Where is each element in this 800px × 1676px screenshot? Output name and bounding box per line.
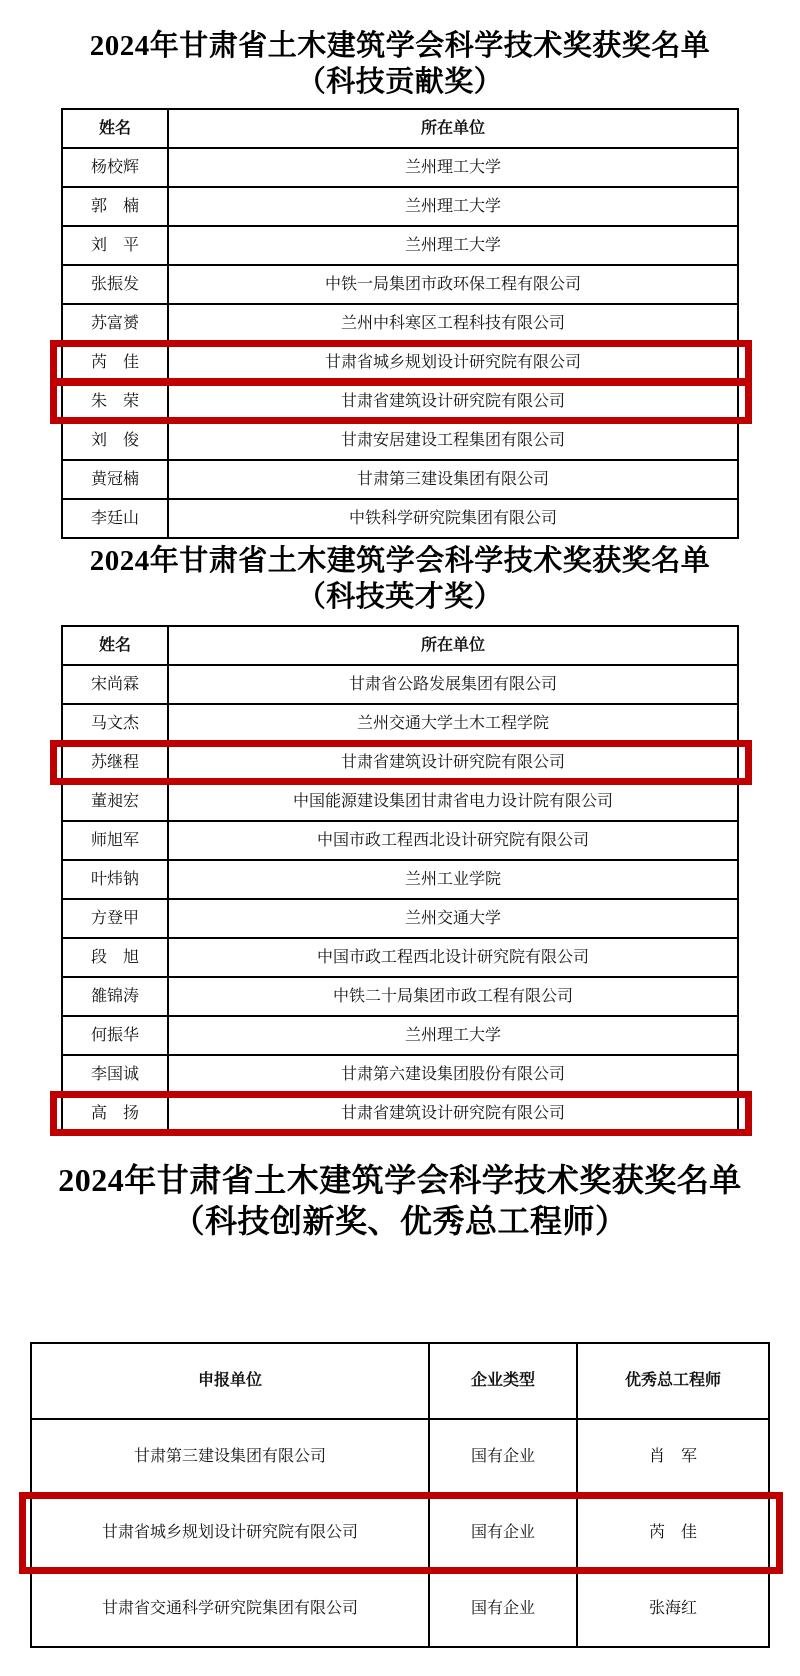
org-cell: 中国市政工程西北设计研究院有限公司 [316,948,589,966]
table-row [63,500,737,537]
table-header-row [63,627,737,666]
name-cell: 苏继程 [63,744,169,781]
name-cell: 何振华 [63,1017,169,1054]
org-cell: 中铁科学研究院集团有限公司 [348,509,557,527]
name-cell: 马文杰 [63,705,169,742]
table-row [63,344,737,383]
table-row [63,861,737,900]
name-cell: 雒锦涛 [63,978,169,1015]
org-cell: 中铁一局集团市政环保工程有限公司 [324,275,581,293]
org-cell: 兰州理工大学 [404,1026,501,1044]
name-cell: 师旭军 [63,822,169,859]
org-cell: 兰州理工大学 [404,236,501,254]
section-innovation-award [0,1160,800,1648]
table-row [32,1496,768,1572]
table-row [63,383,737,422]
name-cell: 高 扬 [63,1095,169,1132]
table-row [63,900,737,939]
org-cell: 甘肃第六建设集团股份有限公司 [340,1065,565,1083]
enterprise-type-cell: 国有企业 [430,1572,578,1646]
unit-cell: 甘肃省城乡规划设计研究院有限公司 [32,1496,430,1570]
section-contribution-award [0,28,800,539]
name-cell: 郭 楠 [63,188,169,225]
table-row [63,461,737,500]
name-cell: 叶炜钠 [63,861,169,898]
name-cell: 方登甲 [63,900,169,937]
table-row [32,1572,768,1646]
org-cell: 甘肃省公路发展集团有限公司 [348,675,557,693]
header-cell: 所在单位 [420,636,485,654]
org-cell: 兰州理工大学 [404,197,501,215]
chief-engineer-cell: 芮 佳 [648,1524,697,1542]
chief-engineer-cell: 张海红 [648,1600,697,1618]
org-cell: 兰州交通大学 [404,909,501,927]
name-cell: 朱 荣 [63,383,169,420]
org-cell: 甘肃省建筑设计研究院有限公司 [340,392,565,410]
table-row [63,744,737,783]
table-row [63,783,737,822]
name-cell: 刘 俊 [63,422,169,459]
table-header-row [63,110,737,149]
section-title [0,1160,800,1242]
table-row [63,1017,737,1056]
name-cell: 段 旭 [63,939,169,976]
section-title [0,543,800,615]
table-row [63,978,737,1017]
header-cell: 申报单位 [32,1344,430,1418]
section-talent-award [0,543,800,1134]
table-row [63,822,737,861]
org-cell: 甘肃省建筑设计研究院有限公司 [340,753,565,771]
subtitle-line: （科技创新奖、优秀总工程师） [172,1203,628,1239]
table-header-row [32,1344,768,1420]
subtitle-line: （科技英才奖） [296,581,504,613]
header-cell: 姓名 [63,110,169,147]
table-row [63,705,737,744]
innovation-award-table [30,1342,770,1648]
name-cell: 苏富赟 [63,305,169,342]
name-cell: 张振发 [63,266,169,303]
name-cell: 董昶宏 [63,783,169,820]
table-row [63,422,737,461]
table-row [63,1056,737,1095]
name-cell: 李国诚 [63,1056,169,1093]
unit-cell: 甘肃第三建设集团有限公司 [32,1420,430,1494]
name-cell: 宋尚霖 [63,666,169,703]
enterprise-type-cell: 国有企业 [430,1420,578,1494]
title-line: 2024年甘肃省土木建筑学会科学技术奖获奖名单 [89,545,711,577]
org-cell: 中铁二十局集团市政工程有限公司 [332,987,573,1005]
table-row [63,305,737,344]
name-cell: 李廷山 [63,500,169,537]
name-cell: 黄冠楠 [63,461,169,498]
org-cell: 甘肃第三建设集团有限公司 [356,470,549,488]
org-cell: 兰州中科寒区工程科技有限公司 [340,314,565,332]
name-cell: 杨校辉 [63,149,169,186]
talent-award-table [61,625,739,1134]
section-title [0,28,800,100]
title-line: 2024年甘肃省土木建筑学会科学技术奖获奖名单 [89,30,711,62]
header-cell: 姓名 [63,627,169,664]
org-cell: 兰州交通大学土木工程学院 [356,714,549,732]
table-row [63,227,737,266]
header-cell: 所在单位 [420,119,485,137]
name-cell: 芮 佳 [63,344,169,381]
unit-cell: 甘肃省交通科学研究院集团有限公司 [32,1572,430,1646]
chief-engineer-cell: 肖 军 [648,1448,697,1466]
contribution-award-table [61,108,739,539]
table-row [63,188,737,227]
title-line: 2024年甘肃省土木建筑学会科学技术奖获奖名单 [58,1162,742,1198]
org-cell: 中国市政工程西北设计研究院有限公司 [316,831,589,849]
enterprise-type-cell: 国有企业 [430,1496,578,1570]
table-row [32,1420,768,1496]
name-cell: 刘 平 [63,227,169,264]
table-row [63,149,737,188]
org-cell: 兰州理工大学 [404,158,501,176]
org-cell: 甘肃省城乡规划设计研究院有限公司 [324,353,581,371]
table-row [63,1095,737,1132]
org-cell: 中国能源建设集团甘肃省电力设计院有限公司 [292,792,613,810]
table-row [63,939,737,978]
org-cell: 甘肃安居建设工程集团有限公司 [340,431,565,449]
table-row [63,666,737,705]
subtitle-line: （科技贡献奖） [296,66,504,98]
org-cell: 甘肃省建筑设计研究院有限公司 [340,1104,565,1122]
header-cell: 企业类型 [430,1344,578,1418]
bottom-margin [0,1648,800,1676]
header-cell: 优秀总工程师 [624,1372,721,1390]
table-row [63,266,737,305]
org-cell: 兰州工业学院 [404,870,501,888]
